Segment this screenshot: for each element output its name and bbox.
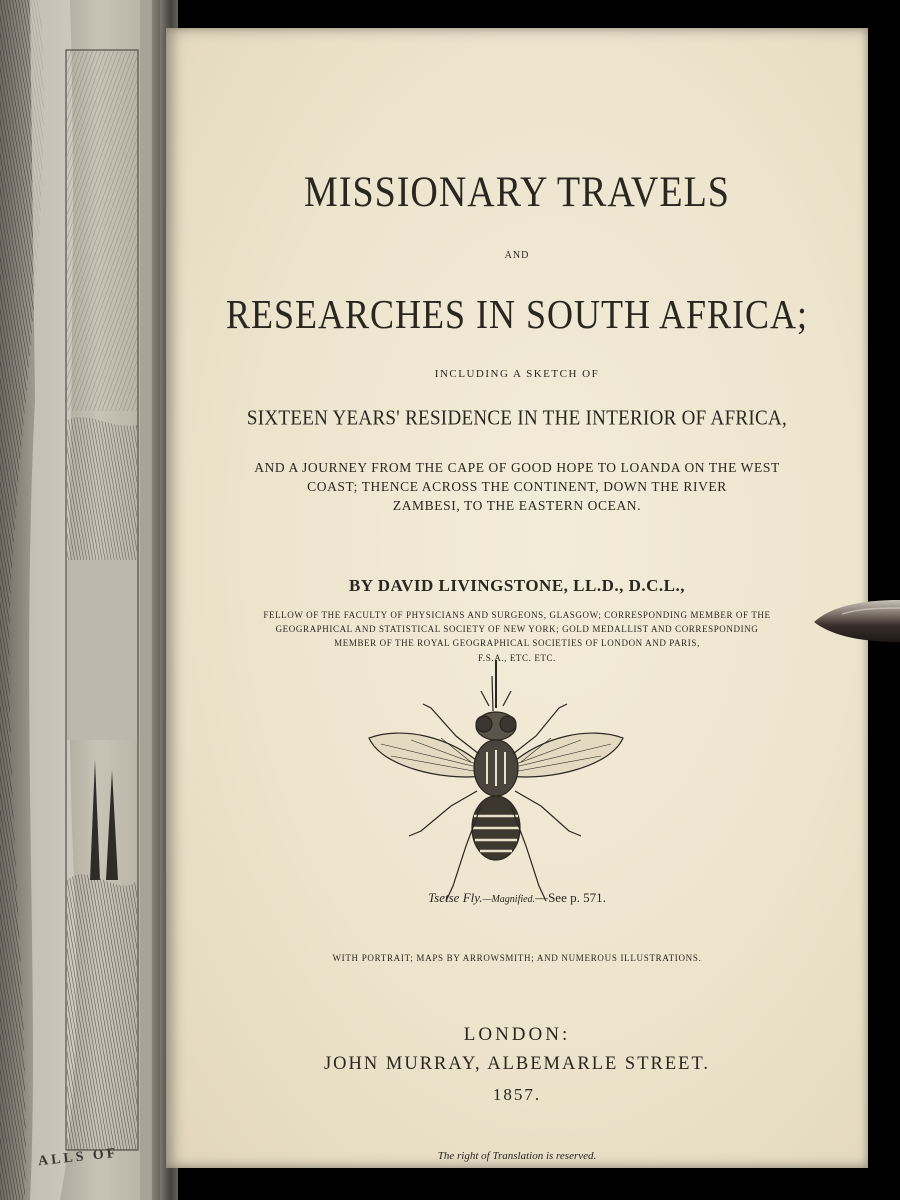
author: BY DAVID LIVINGSTONE, LL.D., D.C.L., (348, 576, 686, 595)
credentials-line: MEMBER OF THE ROYAL GEOGRAPHICAL SOCIETIES OF LONDON AND PARIS, (334, 638, 700, 648)
including-text: INCLUDING A SKETCH OF (434, 368, 600, 380)
title-line-2: RESEARCHES IN SOUTH AFRICA; (225, 291, 809, 337)
title-page (166, 28, 868, 1168)
title-line-1: MISSIONARY TRAVELS (304, 167, 730, 217)
journey-line: ZAMBESI, TO THE EASTERN OCEAN. (392, 498, 642, 513)
engraving-caption: ALLS OF (37, 1145, 120, 1170)
caption-name: Tsetse Fly. (428, 890, 483, 905)
tsetse-fly-icon (361, 656, 631, 916)
caption-reference: —See p. 571. (535, 890, 606, 905)
journey-line: COAST; THENCE ACROSS THE CONTINENT, DOWN THE RIVER (307, 479, 727, 494)
caption-magnified: —Magnified. (482, 894, 536, 905)
credentials-line: FELLOW OF THE FACULTY OF PHYSICIANS AND SURGEONS, GLASGOW; CORRESPONDING MEMBER OF THE (263, 610, 771, 620)
subtitle: SIXTEEN YEARS' RESIDENCE IN THE INTERIOR OF AFRICA, (246, 406, 788, 430)
credentials-line: GEOGRAPHICAL AND STATISTICAL SOCIETY OF NEW YORK; GOLD MEDALLIST AND CORRESPONDING (275, 624, 759, 634)
title-and: AND (504, 250, 530, 261)
publication-city: LONDON: (463, 1024, 571, 1045)
credentials-line: F.S.A., ETC. ETC. (478, 653, 556, 663)
page-pointer-icon (812, 596, 900, 651)
publication-year: 1857. (492, 1085, 542, 1104)
journey-line: AND A JOURNEY FROM THE CAPE OF GOOD HOPE TO LOANDA ON THE WEST (254, 460, 780, 475)
publisher: JOHN MURRAY, ALBEMARLE STREET. (323, 1054, 711, 1074)
rights-notice: The right of Translation is reserved. (437, 1150, 597, 1162)
illustrations-note: WITH PORTRAIT; MAPS BY ARROWSMITH; AND NUMEROUS ILLUSTRATIONS. (332, 953, 702, 963)
illustration-caption (166, 890, 868, 906)
